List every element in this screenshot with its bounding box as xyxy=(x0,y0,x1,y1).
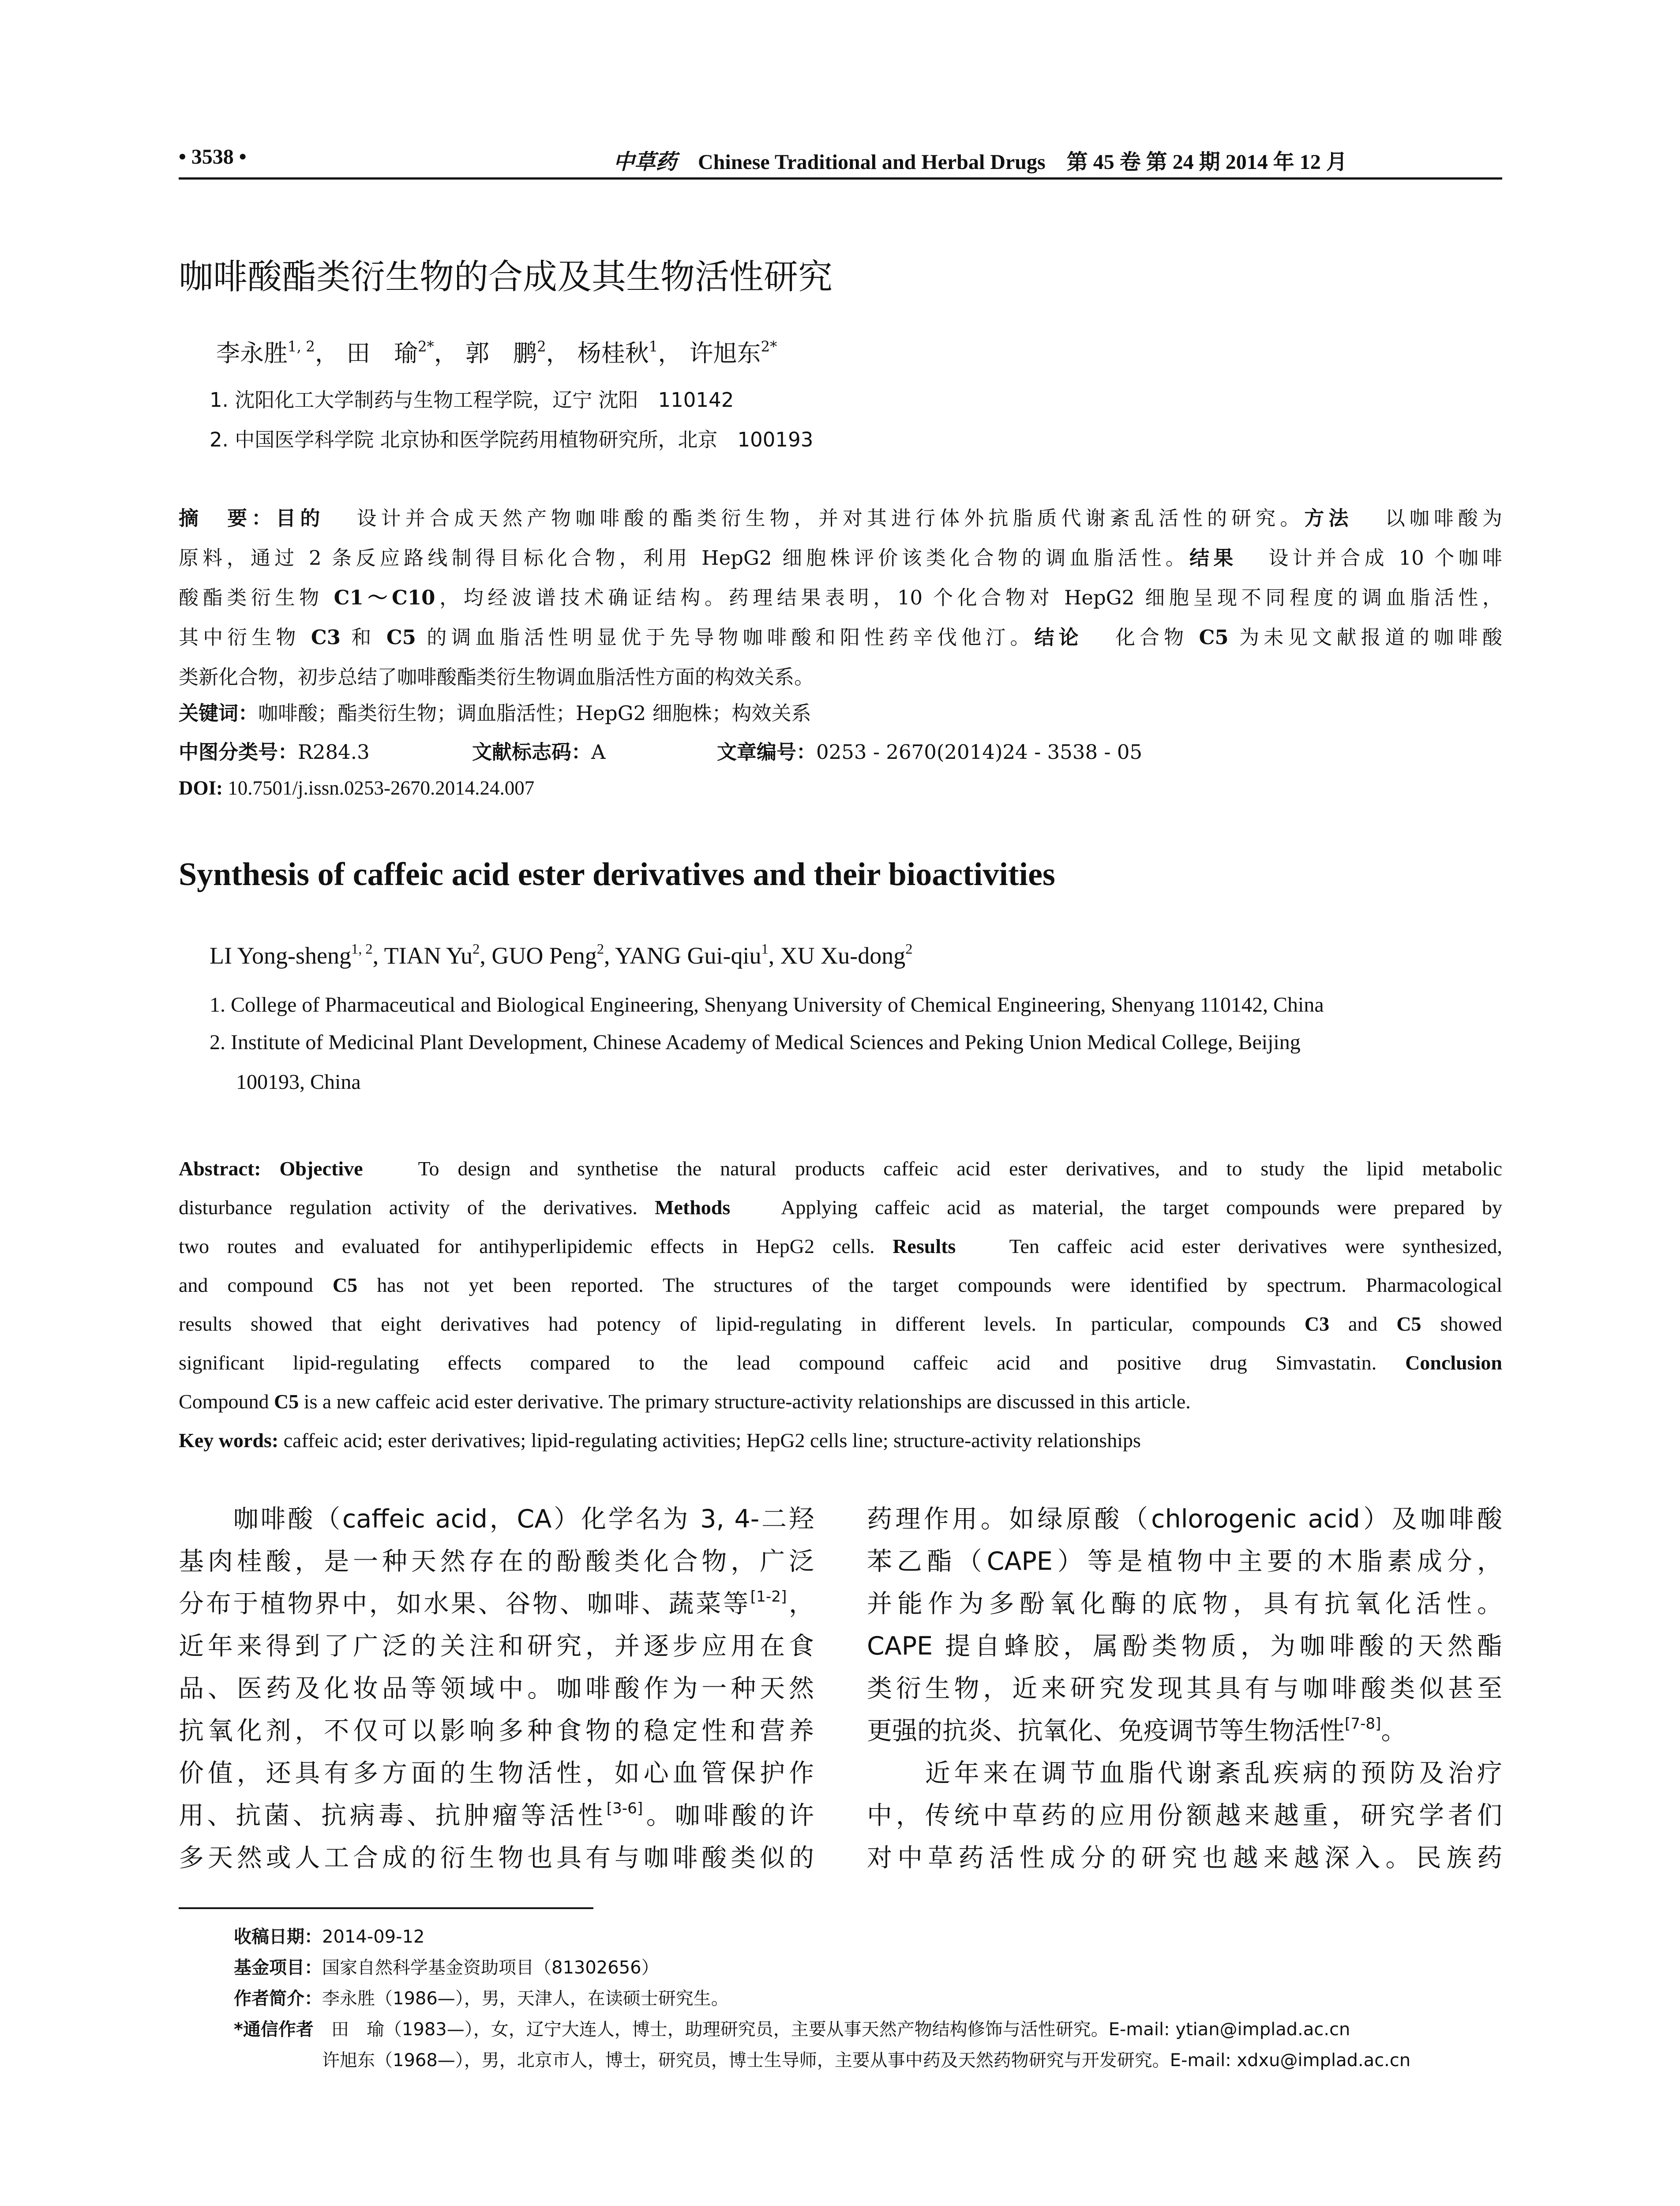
body-text: 基肉桂酸，是一种天然存在的酚酸类化合物，广泛 xyxy=(179,1547,814,1576)
abstract-result-text: ，均经波谱技术确证结构。药理结果表明，10 个化合物对 HepG2 细胞呈现不同程度的调血脂活性， xyxy=(435,586,1502,609)
abstract-objective-text: To design and synthetise the natural products caffeic acid ester derivatives, and to study the lipid metabolic xyxy=(418,1157,1502,1180)
body-text: 类衍生物，近来研究发现其具有与咖啡酸类似甚至 xyxy=(867,1674,1502,1703)
compound-id: C3 xyxy=(1304,1313,1330,1335)
affiliation-en: 2. Institute of Medicinal Plant Development, Chinese Academy of Medical Sciences and Peking Union Medical College, Beijing xyxy=(210,1031,1301,1054)
abstract-method-start: 以咖啡酸为 xyxy=(1385,506,1502,530)
author-affiliation-mark: 1 xyxy=(649,338,658,355)
body-line xyxy=(867,1667,1502,1710)
abstract-method-text: two routes and evaluated for antihyperlipidemic effects in HepG2 cells. xyxy=(179,1235,875,1257)
keywords-en-label: Key words: xyxy=(179,1429,279,1452)
abstract-result-text: 酸酯类衍生物 xyxy=(179,586,334,609)
body-line xyxy=(179,1498,814,1540)
footnote-received xyxy=(234,1921,1410,1952)
objective-label: 目的 xyxy=(276,506,325,530)
footnote-divider xyxy=(179,1907,593,1909)
body-line xyxy=(867,1794,1502,1837)
abstract-objective-label: Abstract: Objective xyxy=(179,1157,363,1180)
citation-ref[interactable]: [7-8] xyxy=(1345,1715,1381,1733)
classification-line xyxy=(179,736,1502,762)
author-affiliation-mark: 2* xyxy=(761,338,777,355)
body-line xyxy=(179,1710,814,1752)
body-text: 抗氧化剂，不仅可以影响多种食物的稳定性和营养 xyxy=(179,1716,814,1745)
abstract-conclusion-text: Compound xyxy=(179,1390,274,1413)
compound-id: C3 xyxy=(311,626,341,649)
body-text: 并能作为多酚氧化酶的底物，具有抗氧化活性。 xyxy=(867,1589,1502,1618)
footnote-label: 作者简介： xyxy=(234,1988,322,2009)
body-text: 近年来得到了广泛的关注和研究，并逐步应用在食 xyxy=(179,1632,814,1661)
body-line xyxy=(867,1583,1502,1625)
author-affiliation-mark: 1 xyxy=(761,941,769,957)
author-list-cn: 李永胜$^{1, 2}$， 田 瑜$^{2*}$， 郭 鹏$^2$， 杨桂秋$^1$， 许旭东$^{2*}$ xyxy=(216,338,777,367)
body-text: 中，传统中草药的应用份额越来越重，研究学者们 xyxy=(867,1801,1502,1830)
compound-id: C5 xyxy=(1199,626,1229,649)
compound-id: C5 xyxy=(1396,1313,1421,1335)
author-list-en: LI Yong-sheng$^{1, 2}$, TIAN Yu$^2$, GUO Peng$^2$, YANG Gui-qiu$^1$, XU Xu-dong$^2$ xyxy=(210,941,913,969)
clc-label: 中图分类号： xyxy=(179,740,298,764)
results-label: Results xyxy=(892,1235,956,1257)
footnote-corresponding xyxy=(234,2014,1410,2045)
conclusion-label: 结论 xyxy=(1034,626,1083,649)
body-text: 更强的抗炎、抗氧化、免疫调节等生物活性 xyxy=(867,1716,1345,1745)
doi-link[interactable]: 10.7501/j.issn.0253-2670.2014.24.007 xyxy=(228,777,535,799)
body-line xyxy=(179,1667,814,1710)
abstract-result-text: 和 xyxy=(340,626,386,649)
footnote-label: *通信作者 xyxy=(234,2019,314,2040)
body-line xyxy=(179,1583,814,1625)
body-text: 用、抗菌、抗病毒、抗肿瘤等活性 xyxy=(179,1801,607,1830)
methods-label: Methods xyxy=(655,1196,731,1219)
body-text: 咖啡酸（caffeic acid，CA）化学名为 3, 4-二羟 xyxy=(179,1504,814,1534)
author-name: YANG Gui-qiu xyxy=(615,942,761,969)
article-number xyxy=(717,736,1142,765)
author-affiliation-mark: 2 xyxy=(472,941,480,957)
abstract-result-text: and compound xyxy=(179,1274,333,1296)
result-label: 结果 xyxy=(1189,546,1238,570)
abstract-cn xyxy=(179,499,1502,697)
keywords-cn xyxy=(179,697,811,726)
affiliation-cn: 2. 中国医学科学院 北京协和医学院药用植物研究所，北京 100193 xyxy=(210,428,814,451)
body-text: 近年来在调节血脂代谢紊乱疾病的预防及治疗 xyxy=(867,1759,1502,1788)
footnote-label: 基金项目： xyxy=(234,1958,322,1978)
keywords-text: 咖啡酸；酯类衍生物；调血脂活性；HepG2 细胞株；构效关系 xyxy=(258,702,811,725)
author-name: 杨桂秋 xyxy=(577,339,649,367)
compound-range: C1～C10 xyxy=(334,586,435,609)
clc-value: R284.3 xyxy=(298,740,370,764)
article-label: 文章编号： xyxy=(717,740,817,764)
abstract-conclusion-text: is a new caffeic acid ester derivative. The primary structure-activity relationships are discussed in this article. xyxy=(299,1390,1191,1413)
doc-value: A xyxy=(591,740,606,764)
article-title-en: Synthesis of caffeic acid ester derivatives and their bioactivities xyxy=(179,856,1055,893)
abstract-objective-text: disturbance regulation activity of the derivatives. xyxy=(179,1196,638,1219)
body-line xyxy=(867,1498,1502,1540)
body-text: 分布于植物界中，如水果、谷物、咖啡、蔬菜等 xyxy=(179,1589,750,1618)
body-text: 苯乙酯（CAPE）等是植物中主要的木脂素成分， xyxy=(867,1547,1502,1576)
abstract-result-text: 的调血脂活性明显优于先导物咖啡酸和阳性药辛伐他汀。 xyxy=(416,626,1035,649)
doi-label: DOI: xyxy=(179,777,223,799)
keywords-label: 关键词： xyxy=(179,702,259,725)
affiliation-en: 1. College of Pharmaceutical and Biological Engineering, Shenyang University of Chemical Engineering, Shenyang 110142, China xyxy=(210,993,1324,1017)
body-text: 品、医药及化妆品等领域中。咖啡酸作为一种天然 xyxy=(179,1674,814,1703)
journal-line xyxy=(613,145,1347,175)
body-line xyxy=(179,1794,814,1837)
body-text: 。咖啡酸的许 xyxy=(643,1801,814,1830)
body-column-right xyxy=(867,1498,1502,1879)
author-name: XU Xu-dong xyxy=(780,942,906,969)
author-affiliation-mark: 2 xyxy=(536,338,546,355)
body-line xyxy=(867,1752,1502,1794)
article-title-cn: 咖啡酸酯类衍生物的合成及其生物活性研究 xyxy=(179,257,833,297)
body-line xyxy=(179,1837,814,1879)
affiliation-cn: 1. 沈阳化工大学制药与生物工程学院，辽宁 沈阳 110142 xyxy=(210,388,734,412)
author-name: 许旭东 xyxy=(689,339,761,367)
doc-label: 文献标志码： xyxy=(472,740,592,764)
article-value: 0253 - 2670(2014)24 - 3538 - 05 xyxy=(816,740,1143,764)
author-affiliation-mark: 1, 2 xyxy=(351,941,373,957)
footnotes xyxy=(234,1921,1410,2076)
body-text: 价值，还具有多方面的生物活性，如心血管保护作 xyxy=(179,1759,814,1788)
body-line xyxy=(867,1625,1502,1667)
abstract-result-text: 其中衍生物 xyxy=(179,626,311,649)
abstract-method-text: Applying caffeic acid as material, the target compounds were prepared by xyxy=(781,1196,1502,1219)
abstract-result-text: Ten caffeic acid ester derivatives were synthesized, xyxy=(1009,1235,1502,1257)
abstract-objective: 设计并合成天然产物咖啡酸的酯类衍生物，并对其进行体外抗脂质代谢紊乱活性的研究。 xyxy=(356,506,1305,530)
body-line xyxy=(867,1540,1502,1583)
method-label: 方法 xyxy=(1304,506,1353,530)
running-header xyxy=(179,140,1502,176)
abstract-result-text: has not yet been reported. The structures of the target compounds were identified by spectrum. Pharmacological xyxy=(357,1274,1502,1296)
compound-id: C5 xyxy=(274,1390,299,1413)
abstract-result-text: significant lipid-regulating effects compared to the lead compound caffeic acid and positive drug Simvastatin. xyxy=(179,1351,1377,1374)
footnote-corresponding-2 xyxy=(234,2045,1410,2076)
body-text: 多天然或人工合成的衍生物也具有与咖啡酸类似的 xyxy=(179,1843,814,1872)
body-line xyxy=(179,1540,814,1583)
author-name: GUO Peng xyxy=(491,942,597,969)
citation-ref[interactable]: [1-2] xyxy=(750,1588,787,1606)
footnote-label: 收稿日期： xyxy=(234,1927,322,1947)
body-text: 对中草药活性成分的研究也越来越深入。民族药 xyxy=(867,1843,1502,1872)
body-line xyxy=(179,1625,814,1667)
abstract-result-text: and xyxy=(1329,1313,1397,1335)
clc-number xyxy=(179,736,370,765)
body-text: 药理作用。如绿原酸（chlorogenic acid）及咖啡酸 xyxy=(867,1504,1502,1534)
abstract-label: 摘 要： xyxy=(179,506,276,530)
footnote-text: 2014-09-12 xyxy=(322,1927,425,1947)
citation-ref[interactable]: [3-6] xyxy=(606,1800,643,1818)
author-affiliation-mark: 2* xyxy=(417,338,434,355)
footnote-author-bio xyxy=(234,1983,1410,2014)
footnote-funding xyxy=(234,1952,1410,1983)
page-number: • 3538 • xyxy=(179,145,247,169)
footnote-text: 许旭东（1968—），男，北京市人，博士，研究员，博士生导师，主要从事中药及天然药物研究与开发研究。E-mail: xdxu@implad.ac.cn xyxy=(234,2050,1411,2071)
author-affiliation-mark: 2 xyxy=(596,941,604,957)
abstract-en xyxy=(179,1149,1502,1460)
body-column-left xyxy=(179,1498,814,1879)
document-code xyxy=(472,736,606,765)
author-name: TIAN Yu xyxy=(384,942,473,969)
affiliation-en-continued: 100193, China xyxy=(236,1070,361,1094)
abstract-method: 原料，通过 2 条反应路线制得目标化合物，利用 HepG2 细胞株评价该类化合物的调血脂活性。 xyxy=(179,546,1190,570)
author-name: 郭 鹏 xyxy=(465,339,537,367)
author-name: 田 瑜 xyxy=(346,339,418,367)
abstract-conclusion-text: 化合物 xyxy=(1115,626,1199,649)
author-affiliation-mark: 1, 2 xyxy=(288,338,315,355)
body-text: ， xyxy=(787,1589,814,1618)
conclusion-label: Conclusion xyxy=(1405,1351,1503,1374)
abstract-conclusion-text: 为未见文献报道的咖啡酸 xyxy=(1228,626,1502,649)
footnote-text: 李永胜（1986—），男，天津人，在读硕士研究生。 xyxy=(322,1988,729,2009)
journal-issue: 第 45 卷 第 24 期 2014 年 12 月 xyxy=(1066,150,1347,174)
keywords-en-text: caffeic acid; ester derivatives; lipid-regulating activities; HepG2 cells line; structure-activity relationships xyxy=(283,1429,1141,1452)
footnote-text: 田 瑜（1983—），女，辽宁大连人，博士，助理研究员，主要从事天然产物结构修饰与活性研究。E-mail: ytian@implad.ac.cn xyxy=(313,2019,1350,2040)
abstract-result-text: results showed that eight derivatives had potency of lipid-regulating in different levels. In particular, compounds xyxy=(179,1313,1305,1335)
body-line xyxy=(867,1837,1502,1879)
header-divider xyxy=(179,177,1502,180)
journal-name-cn: 中草药 xyxy=(613,150,677,174)
compound-id: C5 xyxy=(386,626,416,649)
compound-id: C5 xyxy=(332,1274,358,1296)
body-line xyxy=(867,1710,1502,1752)
abstract-conclusion: 类新化合物，初步总结了咖啡酸酯类衍生物调血脂活性方面的构效关系。 xyxy=(179,665,814,689)
author-name: 李永胜 xyxy=(216,339,288,367)
abstract-result-start: 设计并合成 10 个咖啡 xyxy=(1268,546,1502,570)
body-text: CAPE 提自蜂胶，属酚类物质，为咖啡酸的天然酯 xyxy=(867,1632,1502,1661)
author-name: LI Yong-sheng xyxy=(210,942,352,969)
doi-line xyxy=(179,777,534,799)
author-affiliation-mark: 2 xyxy=(905,941,913,957)
body-line xyxy=(179,1752,814,1794)
body-text: 。 xyxy=(1381,1716,1406,1745)
abstract-result-text: showed xyxy=(1421,1313,1503,1335)
footnote-text: 国家自然科学基金资助项目（81302656） xyxy=(322,1958,659,1978)
journal-name-en: Chinese Traditional and Herbal Drugs xyxy=(698,150,1046,174)
